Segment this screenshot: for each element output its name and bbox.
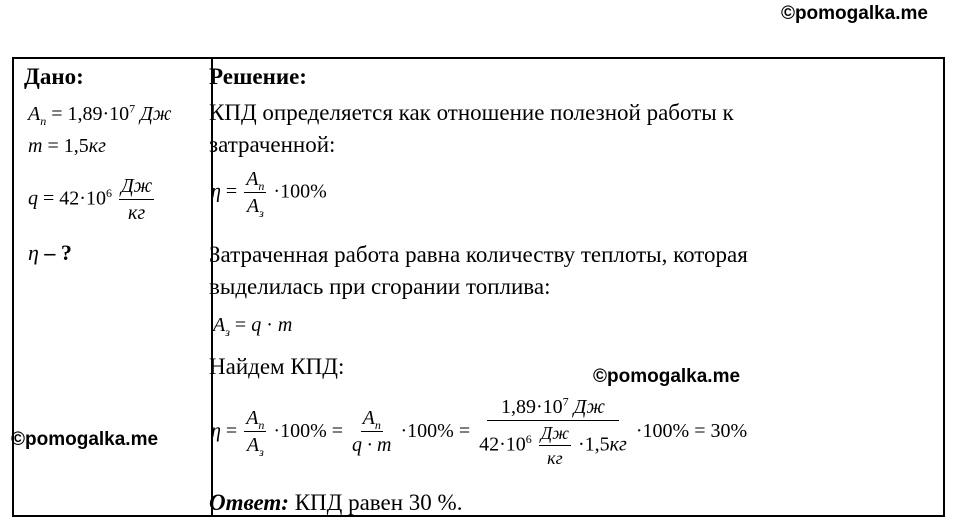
solution-header: Решение:: [209, 64, 307, 89]
given-header: Дано:: [24, 64, 84, 89]
answer-label: Ответ:: [209, 490, 289, 515]
formula-efficiency: η = $\frac{A_п}{A_з}$ ·100%: [211, 168, 327, 220]
given-heat-value: $q = 42\cdot 10^6$ $\frac{Дж}{кг}$: [28, 175, 153, 224]
given-work-useful: $A_п = 1,89\cdot 10^7$ Дж: [28, 101, 172, 128]
formula-spent-work: $A_з = q \cdot m$: [213, 314, 293, 339]
solution-line-1: КПД определяется как отношение полезной работы к: [209, 100, 734, 125]
given-mass: m = 1,5кг: [28, 135, 106, 157]
watermark-middle: ©pomogalka.me: [593, 366, 741, 387]
given-find-efficiency: η – ?: [28, 240, 72, 265]
solution-line-3: Затраченная работа равна количеству теплоты, которая: [209, 242, 748, 267]
watermark-left: ©pomogalka.me: [11, 429, 159, 450]
answer-text: КПД равен 30 %.: [294, 490, 463, 515]
solution-line-4: выделилась при сгорании топлива:: [209, 274, 551, 299]
solution-line-2: затраченной:: [209, 132, 336, 157]
formula-calculation: η = $\frac{A_п}{A_з}$ ·100% = $\frac{A_п}{q \cdot m}$ ·100% = $1,89\cdot 10^7$ Дж $42\cdot 10^6$ $\frac{Дж}{кг}$ ·1,5кг ·100% = 30%: [211, 394, 748, 468]
solution-table: [12, 57, 945, 517]
solution-line-5: Найдем КПД:: [209, 354, 345, 379]
answer: [209, 491, 462, 514]
watermark-top: ©pomogalka.me: [780, 3, 928, 24]
